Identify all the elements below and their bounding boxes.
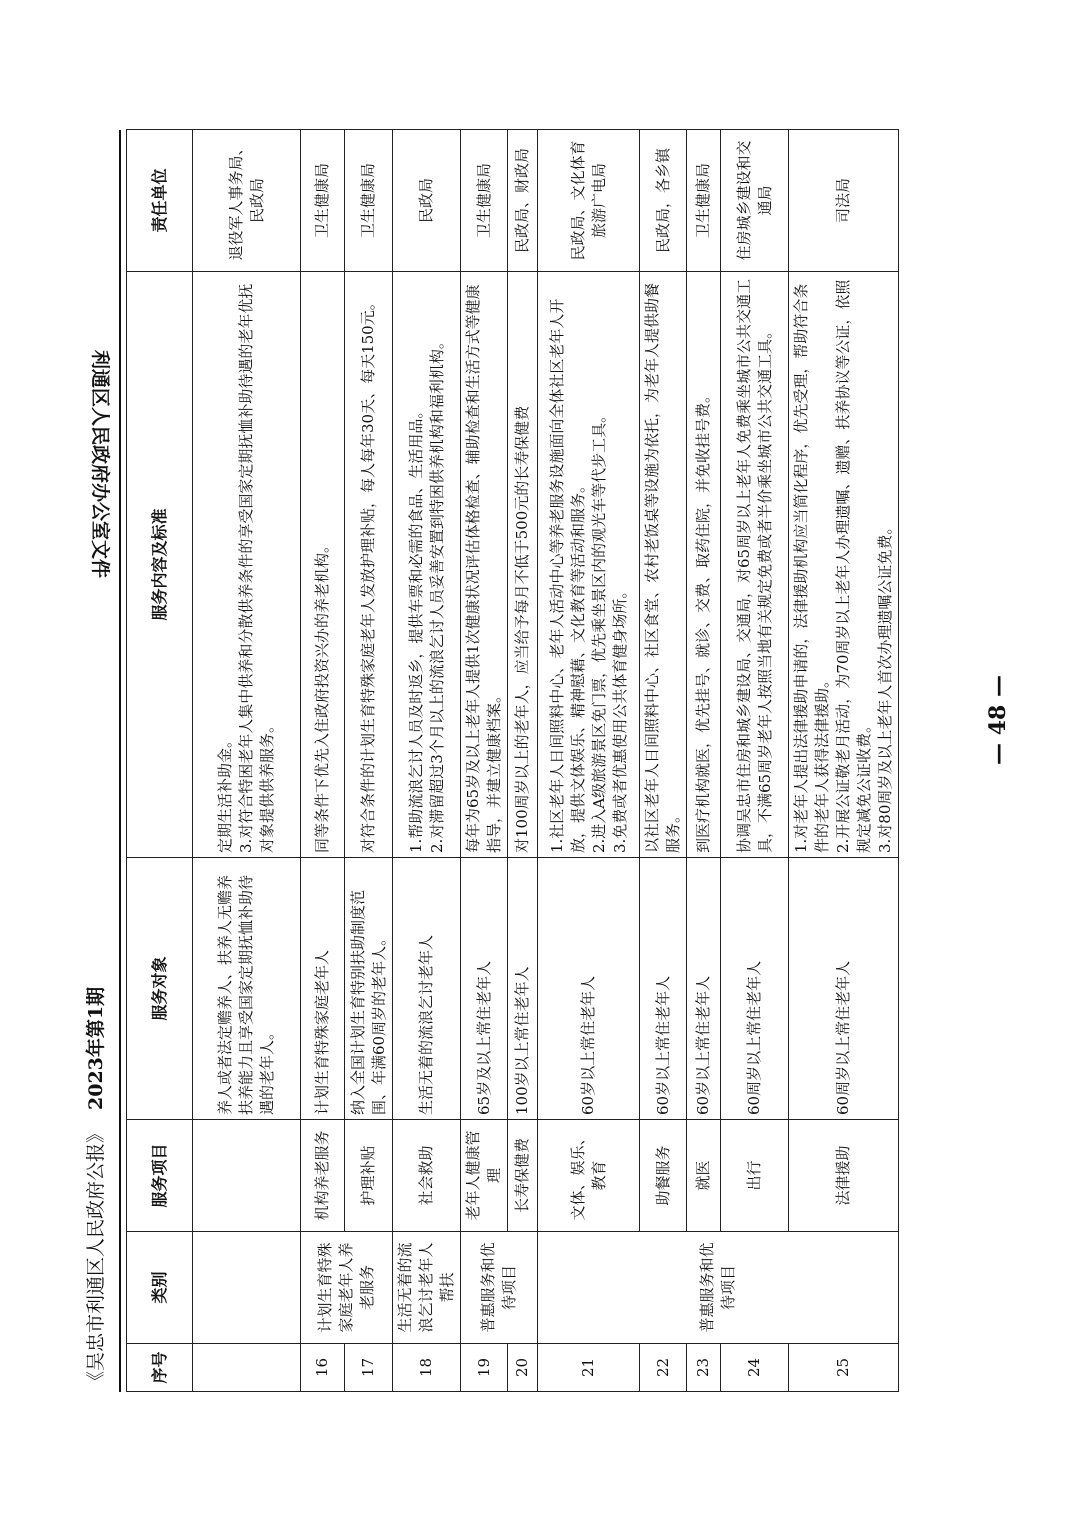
- content-line: 对100周岁以上的老年人，应当给予每月不低于500元的长寿保健费: [513, 405, 531, 853]
- content-line: 3.对80周岁及以上老年人首次办理遗嘱公证免费。: [876, 519, 894, 853]
- table-row: [687, 130, 721, 1392]
- cell-no: 24: [721, 1344, 789, 1392]
- content-line: 到医疗机构就医，优先挂号、就诊、交费、取药住院，并免收挂号费。: [694, 387, 712, 853]
- cell-content: [640, 272, 687, 858]
- cell-content: [789, 272, 899, 858]
- cell-target-cont: 养人或者法定赡养人、扶养人无赡养扶养能力且享受国家定期抚恤补助待遇的老年人。: [193, 858, 301, 1120]
- cell-content: [538, 272, 640, 858]
- table-row: [345, 130, 393, 1392]
- cell-no: 16: [301, 1344, 345, 1392]
- cell-target: 计划生育特殊家庭老年人: [301, 858, 345, 1120]
- cell-category-cont: [193, 1232, 301, 1344]
- cell-content: [461, 272, 508, 858]
- table-row: [640, 130, 687, 1392]
- cell-unit: 民政局、文化体育旅游广电局: [538, 130, 640, 272]
- cell-unit: 民政局: [393, 130, 461, 272]
- cell-item: 社会救助: [393, 1120, 461, 1232]
- cell-category: 生活无着的流浪乞讨老年人帮扶: [393, 1232, 461, 1344]
- cell-target: 60岁以上常住老年人: [538, 858, 640, 1120]
- table-row: [301, 130, 345, 1392]
- publication-header: [78, 90, 114, 1390]
- cell-unit: 卫生健康局: [345, 130, 393, 272]
- cell-item: 就医: [687, 1120, 721, 1232]
- cell-unit: 司法局: [789, 130, 899, 272]
- table-row: [393, 130, 461, 1392]
- cell-content: [345, 272, 393, 858]
- cell-unit: 卫生健康局: [461, 130, 508, 272]
- col-header-category: 类别: [127, 1232, 193, 1344]
- publication-title: 《吴忠市利通区人民政府公报》: [85, 1123, 107, 1390]
- cell-no: 20: [508, 1344, 538, 1392]
- cell-content: [508, 272, 538, 858]
- table-row: [789, 130, 899, 1392]
- col-header-unit: 责任单位: [127, 130, 193, 272]
- table-row: [538, 130, 640, 1392]
- content-line: 对符合条件的计划生育特殊家庭老年人发放护理补贴，每人每年30天、每天150元。: [359, 295, 377, 853]
- page-number: — 48 —: [985, 675, 1011, 765]
- cell-no-cont: [193, 1344, 301, 1392]
- cell-item-cont: [193, 1120, 301, 1232]
- content-line: 2.开展公证敬老月活动，为70周岁以上老年人办理遗嘱、遗赠、扶养协议等公证，依照规定减免公证收费。: [834, 279, 873, 853]
- cell-target: 60周岁以上常住老年人: [789, 858, 899, 1120]
- cell-unit-cont: 退役军人事务局、民政局: [193, 130, 301, 272]
- col-header-item: 服务项目: [127, 1120, 193, 1232]
- office-header: 利通区人民政府办公室文件: [89, 350, 111, 579]
- cell-no: 25: [789, 1344, 899, 1392]
- cell-unit: 住房城乡建设和交通局: [721, 130, 789, 272]
- cell-category: 普惠服务和优待项目: [461, 1232, 538, 1344]
- col-header-content: 服务内容及标准: [127, 272, 193, 858]
- cell-item: 长寿保健费: [508, 1120, 538, 1232]
- cell-content-cont: [193, 272, 301, 858]
- cell-no: 23: [687, 1344, 721, 1392]
- content-line: 3.免费或者优惠使用公共体育健身场所。: [610, 583, 629, 853]
- content-line: 1.帮助流浪乞讨人员及时返乡，提供车票和必需的食品、生活用品。: [406, 403, 425, 853]
- cell-category: 计划生育特殊家庭老年人养老服务: [301, 1232, 393, 1344]
- cell-no: 22: [640, 1344, 687, 1392]
- content-line: 1.对老年人提出法律援助申请的，法律援助机构应当简化程序，优先受理，帮助符合条件的老年人获得法律援助。: [792, 283, 831, 853]
- content-line: 以社区老年人日间照料中心、社区食堂、农村老饭桌等设施为依托，为老年人提供助餐服务。: [643, 282, 682, 853]
- cell-content: [301, 272, 345, 858]
- cell-item: 法律援助: [789, 1120, 899, 1232]
- cell-unit: 卫生健康局: [301, 130, 345, 272]
- cell-unit: 民政局，各乡镇: [640, 130, 687, 272]
- cell-no: 19: [461, 1344, 508, 1392]
- cell-target: 60岁以上常住老年人: [640, 858, 687, 1120]
- cell-item: 出行: [721, 1120, 789, 1232]
- cell-unit: 民政局、财政局: [508, 130, 538, 272]
- content-line: 2.进入A级旅游景区免门票，优先乘坐景区内的观光车等代步工具。: [589, 407, 608, 853]
- cell-target: 65岁及以上常住老年人: [461, 858, 508, 1120]
- table-row: [721, 130, 789, 1392]
- col-header-no: 序号: [127, 1344, 193, 1392]
- header-rule: [119, 130, 121, 1392]
- services-table: [126, 129, 899, 1392]
- cell-no: 21: [538, 1344, 640, 1392]
- content-line: 每年为65岁及以上老年人提供1次健康状况评估体格检查、辅助检查和生活方式等健康指导，并建立健康档案。: [464, 284, 503, 853]
- cell-item: 助餐服务: [640, 1120, 687, 1232]
- table-row: [461, 130, 508, 1392]
- cell-no: 18: [393, 1344, 461, 1392]
- content-line: 3.对符合特困老年人集中供养和分散供养条件的享受国家定期抚恤补助待遇的老年优抚对象提供供养服务。: [237, 283, 276, 853]
- cell-target: 纳入全国计划生育特别扶助制度范围、年满60周岁的老年人。: [345, 858, 393, 1120]
- table-row-continued: [193, 130, 301, 1392]
- services-table-wrap: [126, 130, 892, 1392]
- cell-unit: 卫生健康局: [687, 130, 721, 272]
- content-line: 定期生活补助金。: [216, 732, 234, 853]
- cell-item: 护理补贴: [345, 1120, 393, 1232]
- cell-content: [393, 272, 461, 858]
- issue-label: 2023年第1期: [85, 986, 107, 1110]
- col-header-target: 服务对象: [127, 858, 193, 1120]
- cell-content: [687, 272, 721, 858]
- cell-target: 生活无着的流浪乞讨老年人: [393, 858, 461, 1120]
- cell-target: 60岁以上常住老年人: [687, 858, 721, 1120]
- cell-item: 文体、娱乐、教育: [538, 1120, 640, 1232]
- cell-content: [721, 272, 789, 858]
- cell-category: 普惠服务和优待项目: [538, 1232, 899, 1344]
- table-header-row: [127, 130, 193, 1392]
- cell-target: 60周岁以上常住老年人: [721, 858, 789, 1120]
- content-line: 2.对滞留超过3个月以上的流浪乞讨人员妥善安置到特困供养机构和福利机构。: [427, 334, 446, 853]
- content-line: 1.社区老年人日间照料中心、老年人活动中心等养老服务设施面向全体社区老年人开放，提供文体娱乐、精神慰藉、文化教育等活动和服务。: [547, 298, 587, 853]
- content-line: 协调吴忠市住房和城乡建设局、交通局，对65周岁以上老年人免费乘坐城市公共交通工具，不满65周岁老年人按照当地有关规定免费或者半价乘坐城市公共交通工具。: [734, 278, 774, 853]
- content-line: 同等条件下优先入住政府投资兴办的养老机构。: [313, 537, 331, 853]
- table-row: [508, 130, 538, 1392]
- cell-item: 老年人健康管理: [461, 1120, 508, 1232]
- cell-item: 机构养老服务: [301, 1120, 345, 1232]
- cell-no: 17: [345, 1344, 393, 1392]
- cell-target: 100岁以上常住老年人: [508, 858, 538, 1120]
